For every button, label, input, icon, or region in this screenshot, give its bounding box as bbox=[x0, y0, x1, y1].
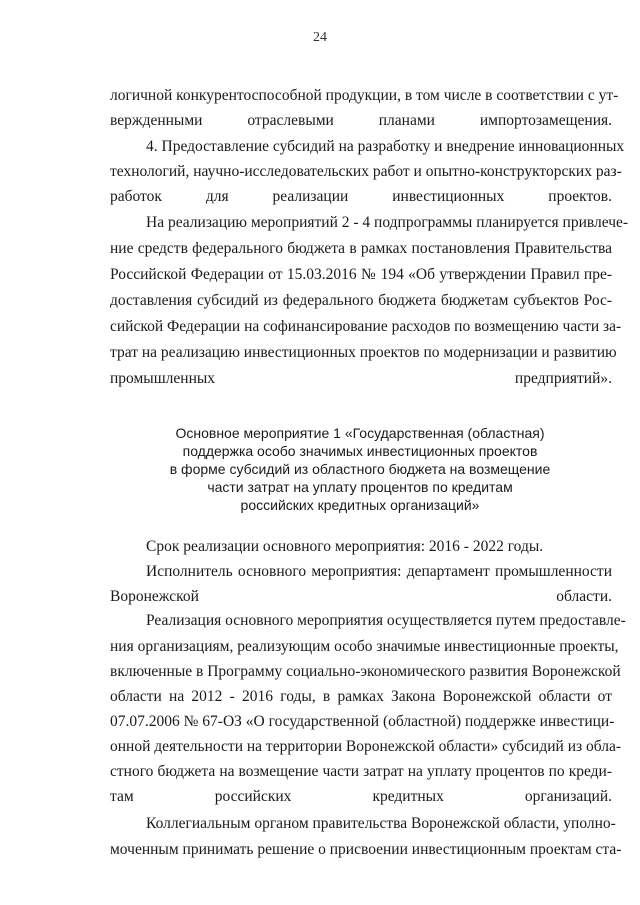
paragraph-line: трат на реализацию инвестиционных проектов по модернизации и развитию bbox=[110, 344, 617, 361]
paragraph-line: онной деятельности на территории Воронежской области» субсидий из обла- bbox=[110, 738, 622, 755]
paragraph-line: На реализацию мероприятий 2 - 4 подпрограммы планируется привлече- bbox=[146, 214, 629, 231]
paragraph-line: 4. Предоставление субсидий на разработку и внедрение инновационных bbox=[146, 138, 625, 155]
paragraph-line: логичной конкурентоспособной продукции, в том числе в соответствии с ут- bbox=[110, 87, 619, 104]
paragraph-line: включенные в Программу социально-экономического развития Воронежской bbox=[110, 663, 621, 680]
paragraph-line: Воронежской области. bbox=[110, 588, 612, 605]
section-heading-line: Основное мероприятие 1 «Государственная (областная) bbox=[175, 425, 545, 441]
paragraph-line: там российских кредитных организаций. bbox=[110, 788, 612, 805]
paragraph-line: Срок реализации основного мероприятия: 2016 - 2022 годы. bbox=[146, 538, 544, 555]
paragraph-line: сийской Федерации на софинансирование расходов по возмещению части за- bbox=[110, 318, 622, 335]
paragraph-line: 07.07.2006 № 67-ОЗ «О государственной (областной) поддержке инвестици- bbox=[110, 713, 615, 730]
paragraph-line: промышленных предприятий». bbox=[110, 370, 612, 387]
paragraph-line: вержденными отраслевыми планами импортозамещения. bbox=[110, 112, 612, 129]
paragraph-line: стного бюджета на возмещение части затрат на уплату процентов по креди- bbox=[110, 763, 612, 780]
section-heading-line: части затрат на уплату процентов по кредитам bbox=[207, 479, 513, 495]
paragraph-line: ния организациям, реализующим особо значимые инвестиционные проекты, bbox=[110, 638, 619, 655]
section-heading-line: российских кредитных организаций» bbox=[240, 497, 480, 513]
paragraph-line: ние средств федерального бюджета в рамках постановления Правительства bbox=[110, 240, 612, 257]
paragraph-line: Коллегиальным органом правительства Воронежской области, уполно- bbox=[146, 815, 616, 832]
paragraph-line: работок для реализации инвестиционных проектов. bbox=[110, 188, 612, 205]
paragraph-line: доставления субсидий из федерального бюджета бюджетам субъектов Рос- bbox=[110, 292, 612, 309]
section-heading-line: поддержка особо значимых инвестиционных проектов bbox=[182, 443, 538, 459]
paragraph-line: Исполнитель основного мероприятия: департамент промышленности bbox=[146, 563, 612, 580]
paragraph-line: Реализация основного мероприятия осуществляется путем предоставле- bbox=[146, 612, 626, 629]
section-heading-line: в форме субсидий из областного бюджета на возмещение bbox=[169, 461, 551, 477]
paragraph-line: моченным принимать решение о присвоении инвестиционным проектам ста- bbox=[110, 841, 622, 858]
paragraph-line: технологий, научно-исследовательских работ и опытно-конструкторских раз- bbox=[110, 163, 622, 180]
page-number: 24 bbox=[313, 30, 327, 45]
paragraph-line: области на 2012 - 2016 годы, в рамках Закона Воронежской области от bbox=[110, 688, 612, 705]
paragraph-line: Российской Федерации от 15.03.2016 № 194 «Об утверждении Правил пре- bbox=[110, 266, 612, 283]
